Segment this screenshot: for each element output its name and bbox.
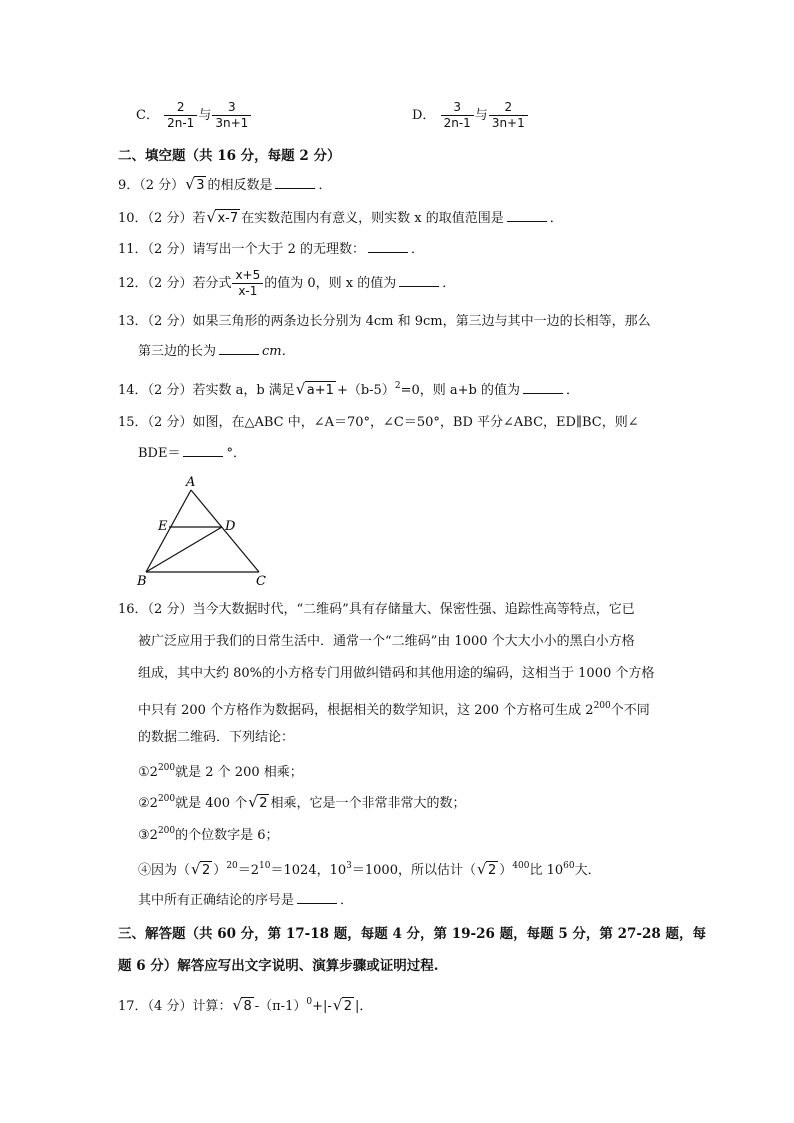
label-c: C <box>256 574 266 589</box>
question-15-line-1: 15．（2 分）如图，在△ABC 中，∠A＝70°，∠C＝50°，BD 平分∠ABC，ED∥BC，则∠ <box>118 415 639 430</box>
fraction: $\frac{2}{2n-1}$ <box>164 100 197 131</box>
question-15-line-2: BDE＝ °． <box>138 446 246 461</box>
answer-blank[interactable] <box>183 444 223 457</box>
fraction: $\frac{3}{2n-1}$ <box>441 100 474 131</box>
conclusion-1: $①2^{200}$就是 2 个 200 相乘； <box>138 763 303 780</box>
answer-blank[interactable] <box>219 342 259 355</box>
conclusion-3: $③2^{200}$的个位数字是 6； <box>138 826 279 843</box>
answer-blank[interactable] <box>399 274 439 287</box>
label-a: A <box>186 475 196 490</box>
conclusion-4: ④因为（ √ 2 ）$^{20}=2^{10}=1024$，$10^3=1000$，所以估计（ √ 2 ）$^{400}$比 $10^{60}$大． <box>138 856 601 881</box>
label-e: E <box>158 519 168 534</box>
question-13-line-2: 第三边的长为 cm． <box>138 344 295 359</box>
question-16-line-3: 组成，其中大约 80%的小方格专门用做纠错码和其他用途的编码，这相当于 1000 个方格 <box>138 666 655 681</box>
question-12: 12．（2 分）若分式 $\frac{x+5}{x-1}$ 的值为 0，则 x 的值为 ． <box>118 268 456 298</box>
side-ab <box>146 490 191 572</box>
sqrt: √ 2 <box>476 860 497 878</box>
answer-blank[interactable] <box>507 209 547 222</box>
sqrt: √ 8 <box>232 996 252 1014</box>
answer-blank[interactable] <box>523 381 563 394</box>
question-9: 9．（2 分） √ 3 的相反数是 ． <box>118 176 332 196</box>
label-b: B <box>137 574 147 589</box>
question-11: 11．（2 分）请写出一个大于 2 的无理数： ． <box>118 242 424 257</box>
sqrt: √ 3 <box>185 175 205 193</box>
fraction: $\frac{2}{3n+1}$ <box>489 100 528 131</box>
question-16-line-4: 中只有 200 个方格作为数据码，根据相关的数学知识，这 200 个方格可生成 $2^{200}$个不同 <box>138 701 650 718</box>
question-16-answer-line: 其中所有正确结论的序号是 ． <box>138 893 354 908</box>
question-16-line-5: 的数据二维码．下列结论： <box>138 730 295 745</box>
answer-blank[interactable] <box>275 176 315 189</box>
fraction: $\frac{3}{3n+1}$ <box>212 100 251 131</box>
sqrt: √ 2 <box>248 793 268 811</box>
section-2-heading: 二、填空题（共 16 分，每题 2 分） <box>118 148 341 164</box>
question-16-line-1: 16．（2 分）当今大数据时代，“二维码”具有存储量大、保密性强、追踪性高等特点，它已 <box>118 602 635 617</box>
sqrt: √ a+1 <box>295 380 334 398</box>
question-14: 14．（2 分）若实数 a，b 满足 √ $a+1 +(b-5)^2=0$，则 a+b 的值为 ． <box>118 376 579 401</box>
sqrt: √ x-7 <box>206 208 239 226</box>
answer-blank[interactable] <box>368 240 408 253</box>
sqrt: √ 2 <box>332 996 353 1014</box>
label-d: D <box>225 519 236 534</box>
fraction: $\frac{x+5}{x-1}$ <box>232 268 263 299</box>
sqrt: √ 2 <box>191 860 211 878</box>
question-10: 10．（2 分）若 √ x-7 在实数范围内有意义，则实数 x 的取值范围是 ． <box>118 209 563 229</box>
question-16-line-2: 被广泛应用于我们的日常生活中．通常一个“二维码”由 1000 个大大小小的黑白小方格 <box>138 634 635 649</box>
option-c: C． $\frac{2}{2n-1}$ 与 $\frac{3}{3n+1}$ <box>136 100 252 131</box>
triangle-figure <box>134 472 274 590</box>
option-d: D． $\frac{3}{2n-1}$ 与 $\frac{2}{3n+1}$ <box>412 100 529 131</box>
section-3-heading-line-1: 三、解答题（共 60 分，第 17-18 题，每题 4 分，第 19-26 题，每题 5 分，第 27-28 题，每 <box>118 926 707 942</box>
question-13-line-1: 13．（2 分）如果三角形的两条边长分别为 4cm 和 9cm，第三边与其中一边的长相等，那么 <box>118 314 651 329</box>
section-3-heading-line-2: 题 6 分）解答应写出文字说明、演算步骤或证明过程. <box>118 958 439 974</box>
answer-blank[interactable] <box>297 891 337 904</box>
conclusion-2: $②2^{200}$就是 400 个 √ 2 相乘，它是一个非常非常大的数； <box>138 789 466 814</box>
question-17: 17．（4 分）计算： √ 8 $-(\pi-1)^0+|-$ √ 2 |． <box>118 992 372 1017</box>
